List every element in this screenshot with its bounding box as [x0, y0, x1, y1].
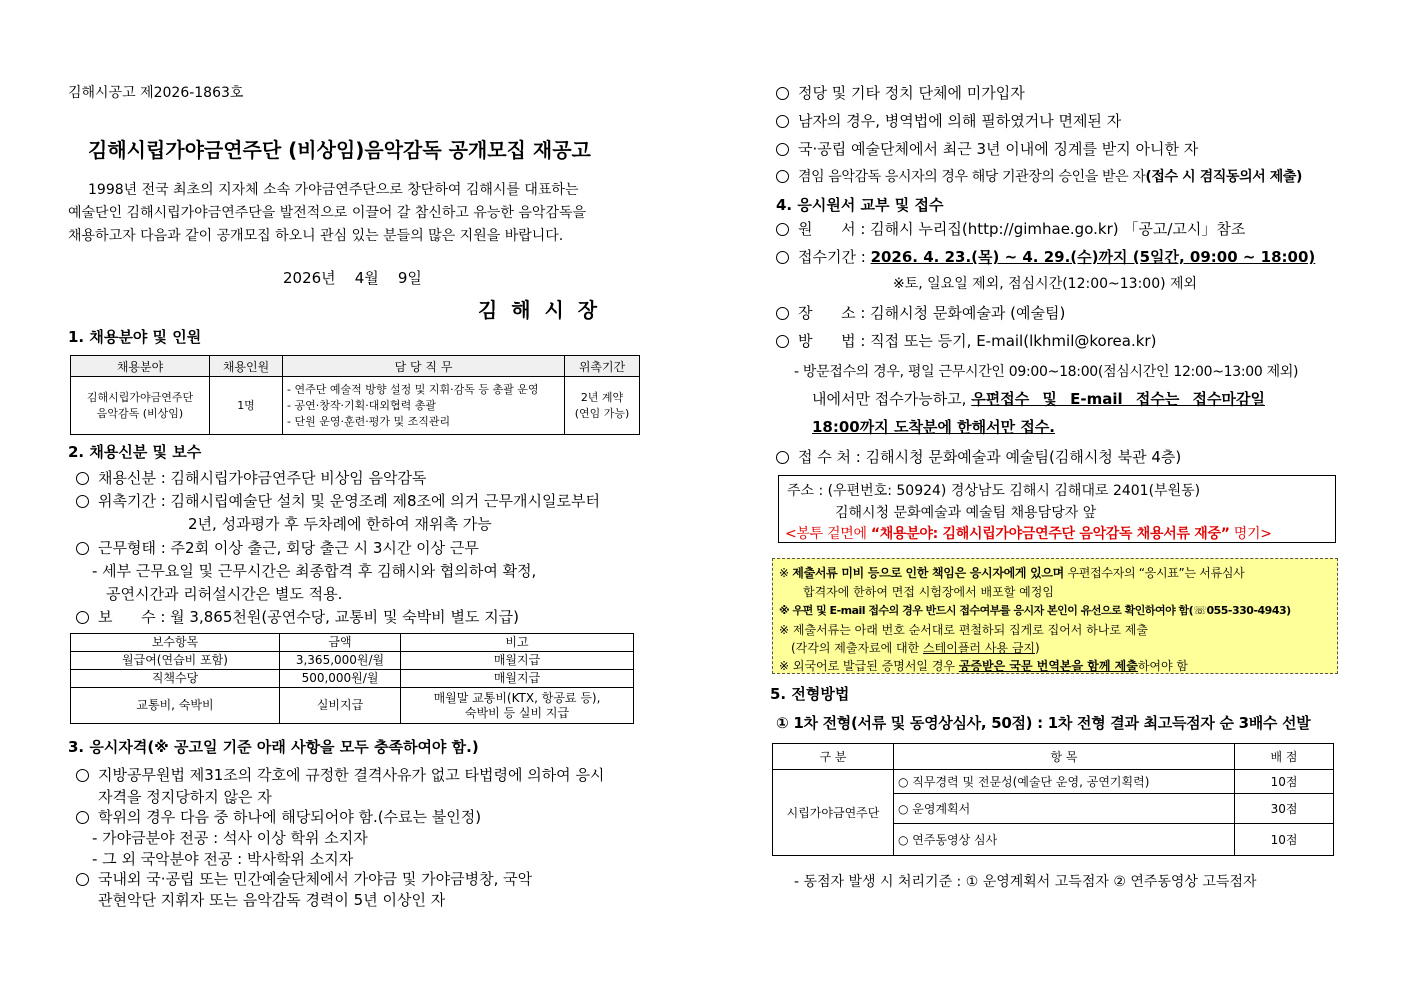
table-row: ○ 운영계획서 30점	[773, 794, 1334, 824]
circle-bullet-icon	[776, 223, 789, 236]
note-line-1: ※ 제출서류 미비 등으로 인한 책임은 응시자에게 있으며 우편접수자의 “응시표”는 서류심사	[779, 566, 1245, 580]
qual-item-7: 겸임 음악감독 응시자의 경우 해당 기관장의 승인을 받은 자(접수 시 겸직동의서 제출)	[776, 166, 1302, 186]
sec2-heading: 2. 채용신분 및 보수	[68, 443, 202, 461]
circle-bullet-icon	[76, 811, 89, 824]
table-row: 월급여(연습비 포함) 3,365,000원/월 매월지급	[71, 652, 634, 670]
field-cell: 김해시립가야금연주단 음악감독 (비상임)	[71, 377, 210, 435]
circle-bullet-icon	[776, 143, 789, 156]
tiebreak-note: - 동점자 발생 시 처리기준 : ① 운영계획서 고득점자 ② 연주동영상 고득점자	[794, 874, 1257, 890]
qual-item-4: 정당 및 기타 정치 단체에 미가입자	[776, 82, 1025, 103]
note-line-3: ※ 우편 및 E-mail 접수의 경우 반드시 접수여부를 응시자 본인이 유선으로 확인하여야 함(☏055-330-4943)	[779, 604, 1291, 617]
note-line-2: 합격자에 한하여 면접 시험장에서 배포할 예정임	[803, 585, 1054, 599]
qual-sub-2: - 그 외 국악분야 전공 : 박사학위 소지자	[92, 850, 354, 868]
qual-sub-1: - 가야금분야 전공 : 석사 이상 학위 소지자	[92, 829, 368, 847]
col-header-period: 위촉기간	[565, 356, 640, 377]
sec3-heading: 3. 응시자격(※ 공고일 기준 아래 사항을 모두 충족하여야 함.)	[68, 738, 479, 756]
submission-notes	[772, 558, 1338, 674]
qual-item-1-cont: 자격을 정지당하지 않은 자	[98, 788, 272, 806]
period-note: ※토, 일요일 제외, 점심시간(12:00~13:00) 제외	[893, 276, 1198, 292]
eval-header-score: 배 점	[1235, 744, 1334, 770]
intro-line-2: 예술단인 김해시립가야금연주단을 발전적으로 이끌어 갈 참신하고 유능한 음악감독을	[68, 205, 587, 221]
form-source: 원 서 : 김해시 누리집(http://gimhae.go.kr) 「공고/고시」참조	[776, 218, 1245, 239]
circle-bullet-icon	[76, 611, 89, 624]
table-row: 직책수당 500,000원/월 매월지급	[71, 670, 634, 688]
circle-bullet-icon	[776, 87, 789, 100]
page-title: 김해시립가야금연주단 (비상임)음악감독 공개모집 재공고	[88, 138, 591, 162]
circle-bullet-icon	[76, 769, 89, 782]
recruit-table	[70, 355, 640, 435]
intro-line-1: 1998년 전국 최초의 지자체 소속 가야금연주단으로 창단하여 김해시를 대표하는	[88, 182, 579, 198]
circle-bullet-icon	[776, 115, 789, 128]
sec1-heading: 1. 채용분야 및 인원	[68, 328, 202, 346]
period-item: 접수기간 : 2026. 4. 23.(목) ~ 4. 29.(수)까지 (5일간, 09:00 ~ 18:00)	[776, 246, 1315, 267]
circle-bullet-icon	[776, 307, 789, 320]
duty-cell: - 연주단 예술적 방향 설정 및 지휘·감독 등 총괄 운영 - 공연·창작·기획·대외협력 총괄 - 단원 운영·훈련·평가 및 조직관리	[283, 377, 565, 435]
visit-note-1: - 방문접수의 경우, 평일 근무시간인 09:00~18:00(점심시간인 12:00~13:00 제외)	[794, 364, 1299, 380]
circle-bullet-icon	[776, 335, 789, 348]
qual-item-1: 지방공무원법 제31조의 각호에 규정한 결격사유가 없고 타법령에 의하여 응시	[76, 764, 604, 785]
qual-item-3: 국내외 국·공립 또는 민간예술단체에서 가야금 및 가야금병창, 국악	[76, 868, 532, 889]
col-header-duty: 담 당 직 무	[283, 356, 565, 377]
note-line-4: ※ 제출서류는 아래 번호 순서대로 편철하되 집게로 집어서 하나로 제출	[779, 623, 1148, 637]
circle-bullet-icon	[76, 495, 89, 508]
place-item: 장 소 : 김해시청 문화예술과 (예술팀)	[776, 302, 1065, 323]
envelope-note: <봉투 겉면에 “채용분야: 김해시립가야금연주단 음악감독 채용서류 재중” 명기>	[785, 526, 1272, 542]
qual-item-2: 학위의 경우 다음 중 하나에 해당되어야 함.(수료는 불인정)	[76, 806, 481, 827]
work-note-1: - 세부 근무요일 및 근무시간은 최종합격 후 김해시와 협의하여 확정,	[92, 562, 537, 580]
col-header-count: 채용인원	[210, 356, 283, 377]
eval-header-category: 구 분	[773, 744, 894, 770]
work-item: 근무형태 : 주2회 이상 출근, 회당 출근 시 3시간 이상 근무	[76, 537, 479, 558]
circle-bullet-icon	[76, 873, 89, 886]
table-row: 시립가야금연주단 ○ 직무경력 및 전문성(예술단 운영, 공연기획력) 10점	[773, 770, 1334, 794]
circle-bullet-icon	[776, 451, 789, 464]
sec5-heading: 5. 전형방법	[770, 685, 850, 703]
note-line-6: ※ 외국어로 발급된 증명서일 경우 공증받은 국문 번역본을 함께 제출하여야 함	[779, 659, 1189, 673]
issuer: 김 해 시 장	[478, 298, 598, 322]
circle-bullet-icon	[76, 472, 89, 485]
count-cell: 1명	[210, 377, 283, 435]
eval-header-item: 항 목	[894, 744, 1235, 770]
address-line-1: 주소 : (우편번호: 50924) 경상남도 김해시 김해대로 2401(부원동)	[787, 483, 1201, 499]
term-item: 위촉기간 : 김해시립예술단 설치 및 운영조례 제8조에 의거 근무개시일로부터	[76, 490, 600, 511]
office-item: 접 수 처 : 김해시청 문화예술과 예술팀(김해시청 북관 4층)	[776, 446, 1181, 467]
eval-category: 시립가야금연주단	[773, 770, 894, 856]
intro-line-3: 채용하고자 다음과 같이 공개모집 하오니 관심 있는 분들의 많은 지원을 바랍니다.	[68, 228, 564, 244]
col-header-field: 채용분야	[71, 356, 210, 377]
sec4-heading: 4. 응시원서 교부 및 접수	[776, 196, 944, 214]
notice-number: 김해시공고 제2026-1863호	[68, 85, 244, 101]
period-cell: 2년 계약 (연임 가능)	[565, 377, 640, 435]
address-box	[778, 475, 1336, 543]
evaluation-table	[772, 743, 1334, 856]
method-item: 방 법 : 직접 또는 등기, E-mail(lkhmil@korea.kr)	[776, 330, 1156, 351]
address-line-2: 김해시청 문화예술과 예술팀 채용담당자 앞	[835, 505, 1097, 521]
pay-table	[70, 633, 634, 724]
status-item: 채용신분 : 김해시립가야금연주단 비상임 음악감독	[76, 467, 426, 488]
circle-bullet-icon	[776, 251, 789, 264]
work-note-2: 공연시간과 리허설시간은 별도 적용.	[106, 585, 343, 603]
term-line-2: 2년, 성과평가 후 두차례에 한하여 재위촉 가능	[188, 515, 492, 533]
notice-date: 2026년 4월 9일	[283, 269, 422, 287]
note-line-5: (각각의 제출자료에 대한 스테이플러 사용 금지)	[791, 641, 1040, 655]
visit-note-3: 18:00까지 도착분에 한해서만 접수.	[812, 418, 1055, 436]
visit-note-2: 내에서만 접수가능하고, 우편접수 및 E-mail 접수는 접수마감일	[812, 390, 1265, 408]
table-row: 교통비, 숙박비 실비지급 매월말 교통비(KTX, 항공료 등), 숙박비 등 실비 지급	[71, 688, 634, 724]
pay-header-note: 비고	[401, 634, 634, 652]
circle-bullet-icon	[776, 170, 789, 183]
qual-item-5: 남자의 경우, 병역법에 의해 필하였거나 면제된 자	[776, 110, 1121, 131]
pay-header-item: 보수항목	[71, 634, 280, 652]
stage1-text: ① 1차 전형(서류 및 동영상심사, 50점) : 1차 전형 결과 최고득점자 순 3배수 선발	[776, 714, 1311, 732]
circle-bullet-icon	[76, 542, 89, 555]
table-row: ○ 연주동영상 심사 10점	[773, 824, 1334, 856]
qual-item-6: 국·공립 예술단체에서 최근 3년 이내에 징계를 받지 아니한 자	[776, 138, 1198, 159]
pay-header-amount: 금액	[280, 634, 401, 652]
qual-item-3-cont: 관현악단 지휘자 또는 음악감독 경력이 5년 이상인 자	[98, 891, 446, 909]
pay-item: 보 수 : 월 3,865천원(공연수당, 교통비 및 숙박비 별도 지급)	[76, 606, 519, 627]
